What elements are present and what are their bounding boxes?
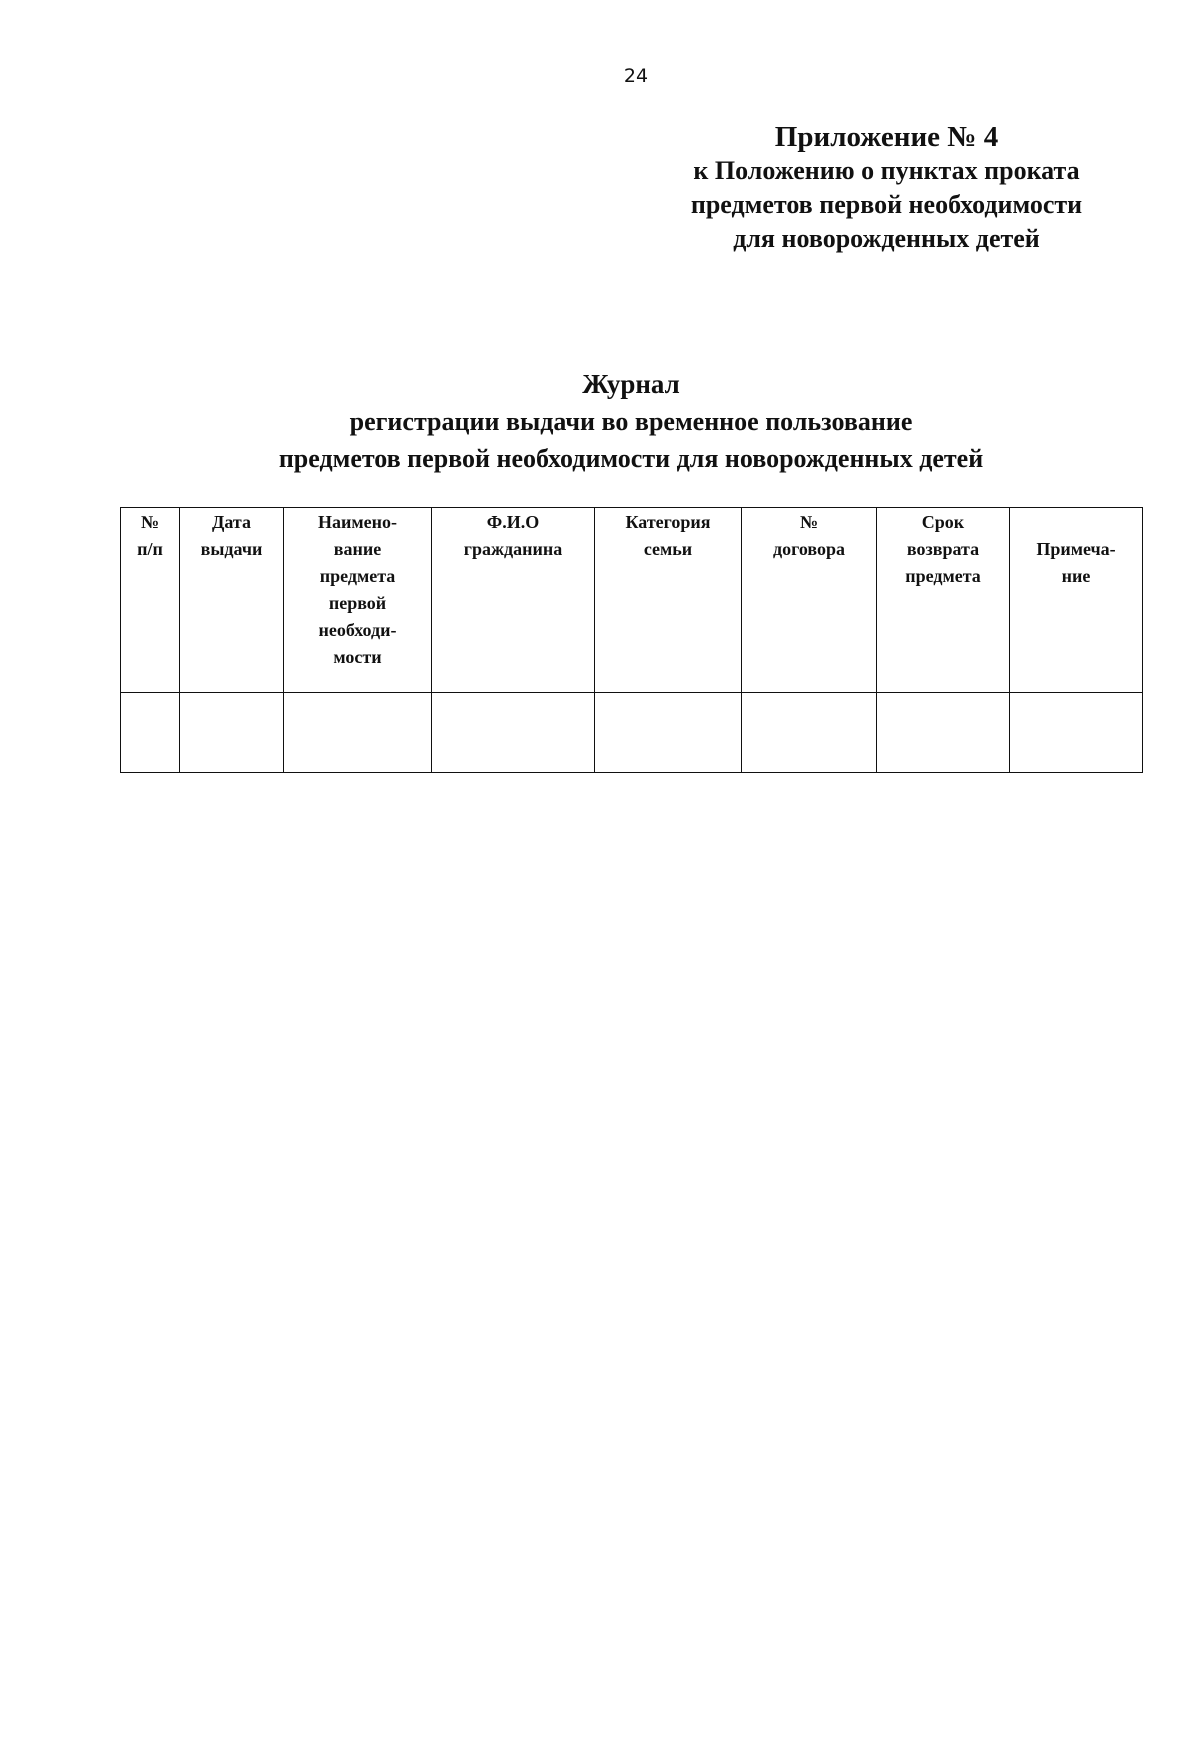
appendix-line: к Положению о пунктах проката xyxy=(693,156,1080,185)
table-cell xyxy=(180,693,284,773)
column-header-item-name: Наимено- вание предмета первой необходи- мости xyxy=(284,508,432,693)
journal-subtitle-line: регистрации выдачи во временное пользование xyxy=(349,407,913,436)
column-header-citizen-name: Ф.И.О гражданина xyxy=(432,508,595,693)
column-header-return-date: Срок возврата предмета xyxy=(877,508,1010,693)
table-header-row xyxy=(121,508,1143,693)
appendix-title: Приложение № 4 xyxy=(774,121,999,153)
table-row xyxy=(121,693,1143,773)
table-cell xyxy=(877,693,1010,773)
journal-heading xyxy=(120,366,1142,477)
table-cell xyxy=(595,693,742,773)
journal-title: Журнал xyxy=(582,369,680,399)
appendix-line: для новорожденных детей xyxy=(733,224,1040,253)
column-header-family-category: Категория семьи xyxy=(595,508,742,693)
table-cell xyxy=(432,693,595,773)
column-header-contract-number: № договора xyxy=(742,508,877,693)
page-number: 24 xyxy=(623,65,649,87)
column-header-notes: Примеча- ние xyxy=(1010,508,1143,693)
registry-table xyxy=(120,507,1143,773)
table-cell xyxy=(742,693,877,773)
appendix-line: предметов первой необходимости xyxy=(690,190,1083,219)
table-cell xyxy=(1010,693,1143,773)
table-cell xyxy=(121,693,180,773)
column-header-row-number: № п/п xyxy=(121,508,180,693)
table-cell xyxy=(284,693,432,773)
appendix-block xyxy=(611,120,1162,256)
column-header-issue-date: Дата выдачи xyxy=(180,508,284,693)
journal-subtitle-line: предметов первой необходимости для новорожденных детей xyxy=(278,444,984,473)
